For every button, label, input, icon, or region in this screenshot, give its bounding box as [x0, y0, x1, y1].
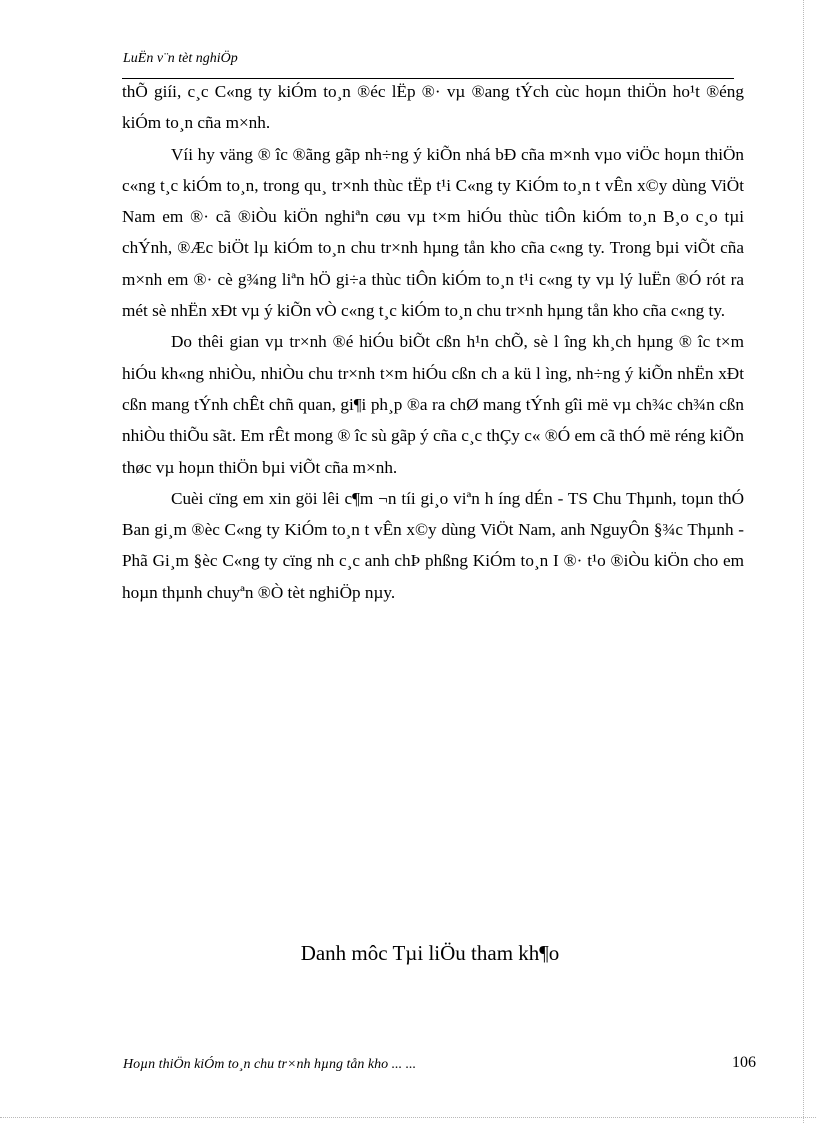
paragraph: Cuèi cïng em xin göi lêi c¶m ¬n tíi gi¸o viªn h íng dÉn - TS Chu Thµnh, toµn thÓ Ban gi¸m ®èc C«ng ty KiÓm to¸n t vÊn x©y dùng ViÖt Nam, anh NguyÔn §¾c Thµnh - Phã Gi¸m §èc C«ng ty cïng nh c¸c anh chÞ phßng KiÓm to¸n I ®· t¹o ®iÒu kiÖn cho em hoµn thµnh chuyªn ®Ò tèt nghiÖp nµy.	[122, 488, 744, 602]
paragraph: Do thêi gian vµ tr×nh ®é hiÓu biÕt cßn h¹n chÕ, sè l îng kh¸ch hµng ® îc t×m hiÓu kh«ng nhiÒu, nhiÒu chu tr×nh t×m hiÓu cßn ch a kü l ìng, nh÷ng ý kiÕn nhËn xÐt cßn mang tÝnh chÊt chñ quan, gi¶i ph¸p ®a ra chØ mang tÝnh gîi më vµ ch¾c ch¾n cßn nhiÒu thiÕu sãt. Em rÊt mong ® îc sù gãp ý cña c¸c thÇy c« ®Ó em cã thÓ më réng kiÕn thøc vµ hoµn thiÖn bµi viÕt cña m×nh.	[122, 332, 744, 477]
paragraph: Víi hy väng ® îc ®ãng gãp nh÷ng ý kiÕn nhá bÐ cña m×nh vµo viÖc hoµn thiÖn c«ng t¸c kiÓm to¸n, trong qu¸ tr×nh thùc tËp t¹i C«ng ty KiÓm to¸n t vÊn x©y dùng ViÖt Nam em ®· cã ®iÒu kiÖn nghiªn cøu vµ t×m hiÓu thùc tiÔn kiÓm to¸n B¸o c¸o tµi chÝnh, ®Æc biÖt lµ kiÓm to¸n chu tr×nh hµng tån kho cña c«ng ty. Trong bµi viÕt cña m×nh em ®· cè g¾ng liªn hÖ gi÷a thùc tiÔn kiÓm to¸n t¹i c«ng ty vµ lý luËn ®Ó rót ra mét sè nhËn xÐt vµ ý kiÕn vÒ c«ng t¸c kiÓm to¸n chu tr×nh hµng tån kho cña c«ng ty.	[122, 144, 744, 321]
paragraph: thÕ giíi, c¸c C«ng ty kiÓm to¸n ®éc lËp ®· vµ ®ang tÝch cùc hoµn thiÖn ho¹t ®éng kiÓm to¸n cña m×nh.	[122, 82, 744, 133]
header-title: LuËn v¨n tèt nghiÖp	[123, 51, 238, 66]
page-border-bottom	[0, 1117, 816, 1118]
body-text	[122, 76, 744, 608]
references-heading: Danh môc Tµi liÖu tham kh¶o	[300, 941, 560, 965]
footer-title: Hoµn thiÖn kiÓm to¸n chu tr×nh hµng tån kho ... ...	[123, 1057, 417, 1072]
page-number: 106	[732, 1054, 756, 1071]
